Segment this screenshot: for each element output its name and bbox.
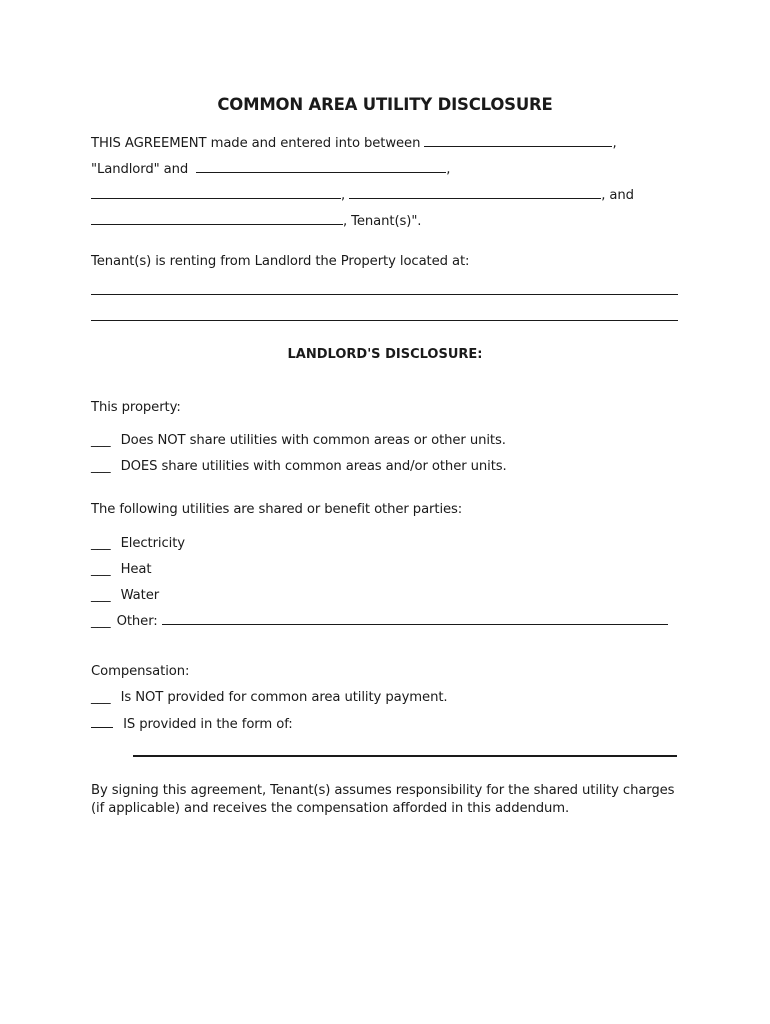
compensation-label: Compensation: [91,664,190,679]
property-label: Tenant(s) is renting from Landlord the Property located at: [91,254,470,269]
landlord-name-blank[interactable] [424,135,612,147]
tenant-name-blank-1[interactable] [91,187,341,199]
compensation-form-line[interactable] [133,755,677,757]
utility-heat [91,562,151,578]
disclosure-heading: LANDLORD'S DISCLOSURE: [287,347,483,362]
agreement-line4-end: , Tenant(s)". [343,214,422,229]
option-not-share-label: Does NOT share utilities with common areas or other units. [120,433,506,448]
agreement-line-1 [91,135,617,152]
utility-electricity [91,536,185,552]
option-share-blank[interactable]: ___ [91,459,111,474]
agreement-line-4 [91,213,421,230]
not-provided-blank[interactable]: ___ [91,690,111,705]
provided-label: IS provided in the form of: [123,717,293,732]
document-title: COMMON AREA UTILITY DISCLOSURE [217,95,553,114]
property-address-line-1[interactable] [91,294,678,295]
provided-blank[interactable] [91,716,113,728]
agreement-line2-end: , [446,162,451,177]
other-utility-line[interactable] [162,613,668,625]
agreement-line3-end: , and [601,188,634,203]
landlord-name-blank-2[interactable] [196,161,446,173]
agreement-line3-sep: , [341,188,346,203]
utility-water [91,588,159,604]
other-blank[interactable]: ___ [91,614,111,629]
agreement-line1-end: , [612,136,617,151]
not-provided-label: Is NOT provided for common area utility payment. [120,690,448,705]
option-not-share-blank[interactable]: ___ [91,433,111,448]
compensation-provided [91,716,293,733]
option-not-share [91,433,506,449]
agreement-line-2 [91,161,450,178]
disclosure-intro: This property: [91,400,181,415]
option-share-label: DOES share utilities with common areas and/or other units. [120,459,507,474]
closing-paragraph: By signing this agreement, Tenant(s) assumes responsibility for the shared utility charges (if applicable) and receives the compensation afforded in this addendum. [91,783,675,816]
heat-blank[interactable]: ___ [91,562,111,577]
water-label: Water [120,588,160,603]
landlord-label: "Landlord" and [91,162,189,177]
tenant-name-blank-3[interactable] [91,213,343,225]
water-blank[interactable]: ___ [91,588,111,603]
electricity-blank[interactable]: ___ [91,536,111,551]
agreement-line-3 [91,187,634,204]
other-label: Other: [116,614,158,629]
compensation-not-provided [91,690,448,706]
utility-other [91,613,668,630]
electricity-label: Electricity [120,536,185,551]
agreement-intro-text: THIS AGREEMENT made and entered into between [91,136,421,151]
tenant-name-blank-2[interactable] [349,187,601,199]
property-address-line-2[interactable] [91,320,678,321]
utilities-intro: The following utilities are shared or benefit other parties: [91,502,463,517]
heat-label: Heat [120,562,152,577]
option-share [91,459,507,475]
